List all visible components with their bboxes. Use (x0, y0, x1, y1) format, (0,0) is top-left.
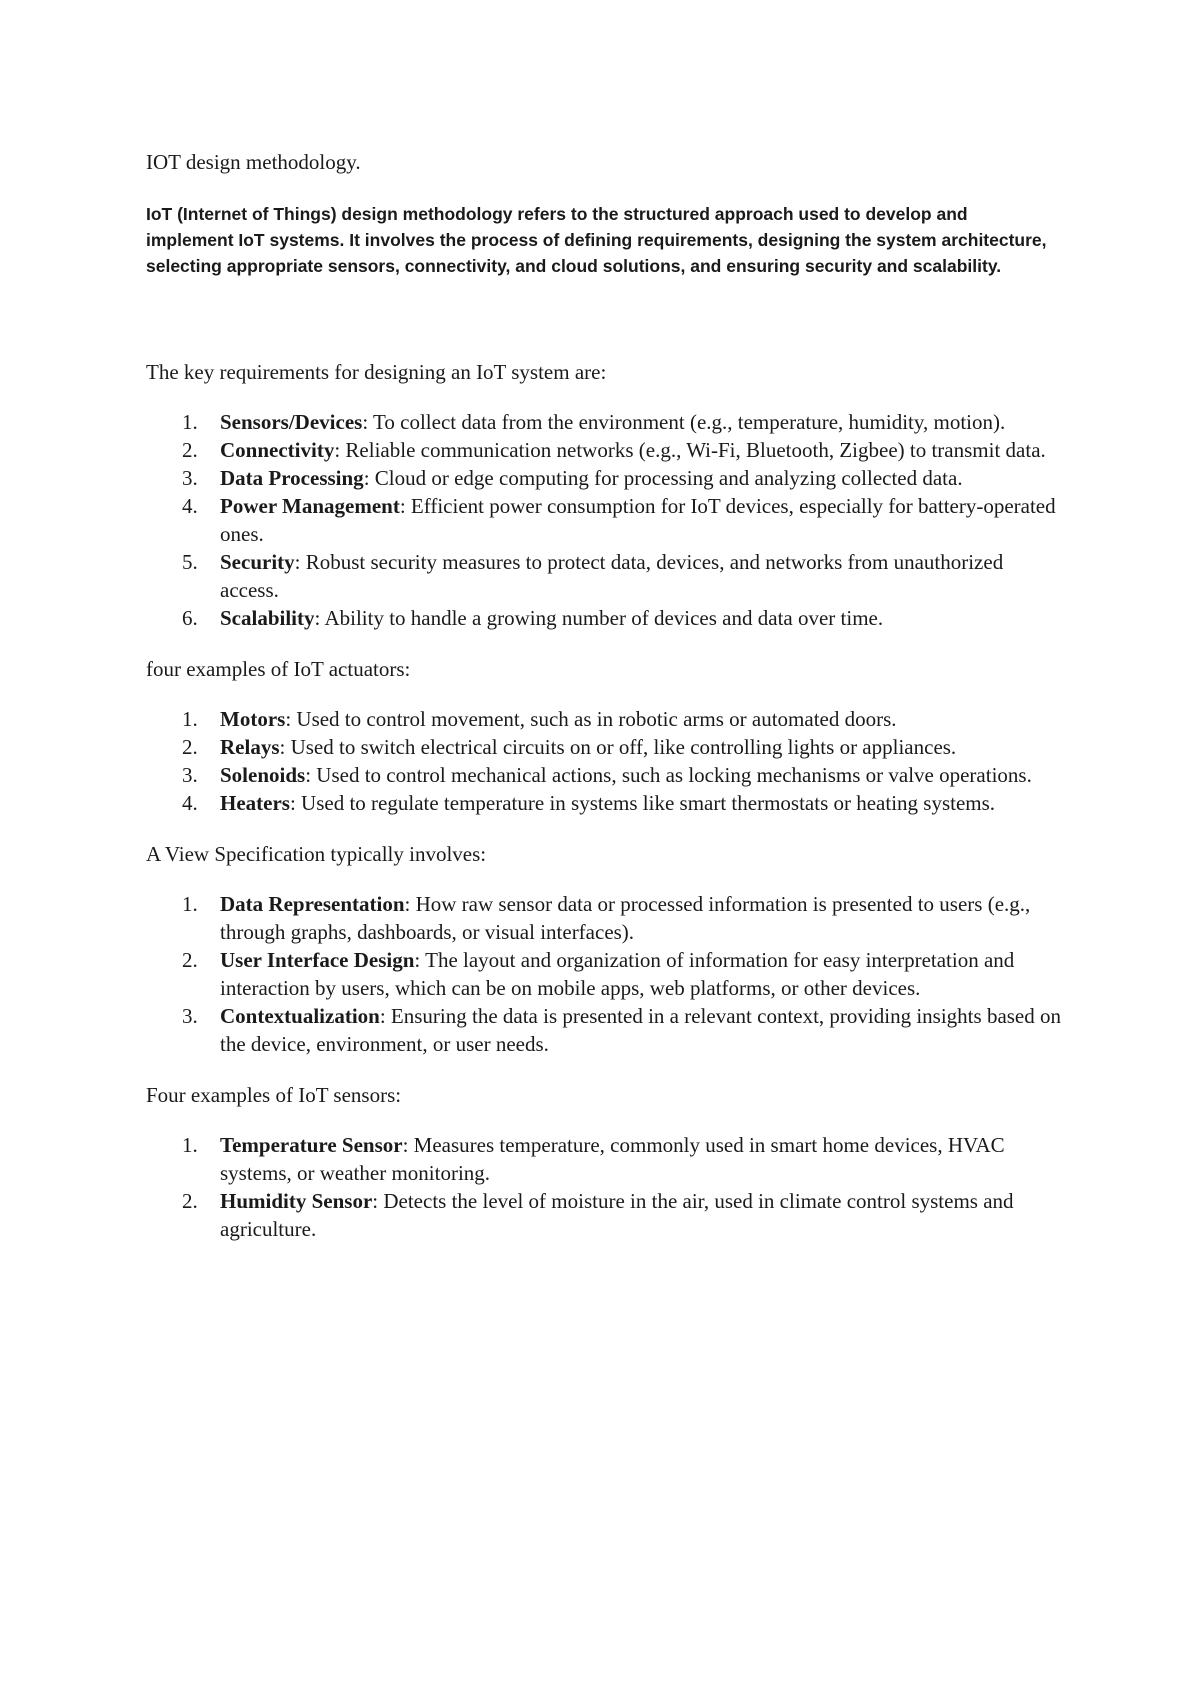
list-number: 4. (182, 494, 198, 518)
list-text: : How raw sensor data or processed information is presented to users (e.g., through graphs, dashboards, or visual interfaces). (220, 892, 1031, 944)
list-item (146, 761, 1066, 789)
list-item (146, 492, 1066, 548)
list-item (146, 705, 1066, 733)
list-term: Relays (220, 735, 280, 759)
list-number: 3. (182, 466, 198, 490)
list-number: 3. (182, 1004, 198, 1028)
list-text: : Detects the level of moisture in the air, used in climate control systems and agriculture. (220, 1189, 1014, 1241)
list-item (146, 464, 1066, 492)
list-number: 2. (182, 438, 198, 462)
list-term: Power Management (220, 494, 400, 518)
list-item (146, 946, 1066, 1002)
list-text: : Measures temperature, commonly used in smart home devices, HVAC systems, or weather monitoring. (220, 1133, 1005, 1185)
list-item (146, 408, 1066, 436)
list-text: : To collect data from the environment (e.g., temperature, humidity, motion). (362, 410, 1006, 434)
list-text: : Robust security measures to protect data, devices, and networks from unauthorized access. (220, 550, 1004, 602)
numbered-list (146, 705, 1066, 817)
list-number: 2. (182, 1189, 198, 1213)
intro-paragraph: IoT (Internet of Things) design methodology refers to the structured approach used to develop and implement IoT systems. It involves the process of defining requirements, designing the system architecture, selecting appropriate sensors, connectivity, and cloud solutions, and ensuring security and scalability. (146, 204, 1047, 276)
list-number: 5. (182, 550, 198, 574)
document-title: IOT design methodology. (146, 150, 361, 174)
list-number: 6. (182, 606, 198, 630)
list-number: 1. (182, 410, 198, 434)
list-text: : Efficient power consumption for IoT devices, especially for battery-operated ones. (220, 494, 1056, 546)
list-term: Motors (220, 707, 286, 731)
list-item (146, 1131, 1066, 1187)
list-term: Data Processing (220, 466, 364, 490)
list-term: Solenoids (220, 763, 306, 787)
list-text: : Used to regulate temperature in systems like smart thermostats or heating systems. (289, 791, 996, 815)
section-view-specification (146, 840, 1066, 1058)
list-term: Heaters (220, 791, 290, 815)
numbered-list (146, 1131, 1066, 1243)
list-item (146, 789, 1066, 817)
list-number: 4. (182, 791, 198, 815)
list-term: Contextualization (220, 1004, 380, 1028)
list-text: : Ensuring the data is presented in a relevant context, providing insights based on the device, environment, or user needs. (220, 1004, 1062, 1056)
list-term: Connectivity (220, 438, 335, 462)
list-text: : Used to switch electrical circuits on or off, like controlling lights or appliances. (279, 735, 957, 759)
list-item (146, 436, 1066, 464)
section-heading: Four examples of IoT sensors: (146, 1083, 402, 1107)
list-number: 1. (182, 892, 198, 916)
list-term: Scalability (220, 606, 315, 630)
list-item (146, 1002, 1066, 1058)
document-content (146, 148, 1066, 1266)
list-term: Humidity Sensor (220, 1189, 373, 1213)
list-number: 1. (182, 707, 198, 731)
list-number: 3. (182, 763, 198, 787)
list-text: : Used to control mechanical actions, such as locking mechanisms or valve operations. (305, 763, 1032, 787)
list-term: Security (220, 550, 295, 574)
list-number: 2. (182, 735, 198, 759)
section-actuators (146, 655, 1066, 817)
section-heading: A View Specification typically involves: (146, 842, 487, 866)
section-heading: four examples of IoT actuators: (146, 657, 411, 681)
list-number: 2. (182, 948, 198, 972)
list-text: : Used to control movement, such as in robotic arms or automated doors. (285, 707, 897, 731)
list-item (146, 733, 1066, 761)
numbered-list (146, 408, 1066, 632)
list-text: : Cloud or edge computing for processing and analyzing collected data. (363, 466, 963, 490)
numbered-list (146, 890, 1066, 1058)
section-key-requirements (146, 358, 1066, 632)
list-text: : Ability to handle a growing number of devices and data over time. (314, 606, 884, 630)
list-item (146, 890, 1066, 946)
list-term: Sensors/Devices (220, 410, 363, 434)
section-sensors (146, 1081, 1066, 1243)
list-item (146, 1187, 1066, 1243)
list-text: : Reliable communication networks (e.g., Wi-Fi, Bluetooth, Zigbee) to transmit data. (334, 438, 1046, 462)
section-heading: The key requirements for designing an IoT system are: (146, 360, 607, 384)
list-item (146, 548, 1066, 604)
list-term: User Interface Design (220, 948, 415, 972)
list-item (146, 604, 1066, 632)
list-text: : The layout and organization of information for easy interpretation and interaction by users, which can be on mobile apps, web platforms, or other devices. (220, 948, 1015, 1000)
list-term: Data Representation (220, 892, 405, 916)
list-number: 1. (182, 1133, 198, 1157)
list-term: Temperature Sensor (220, 1133, 403, 1157)
